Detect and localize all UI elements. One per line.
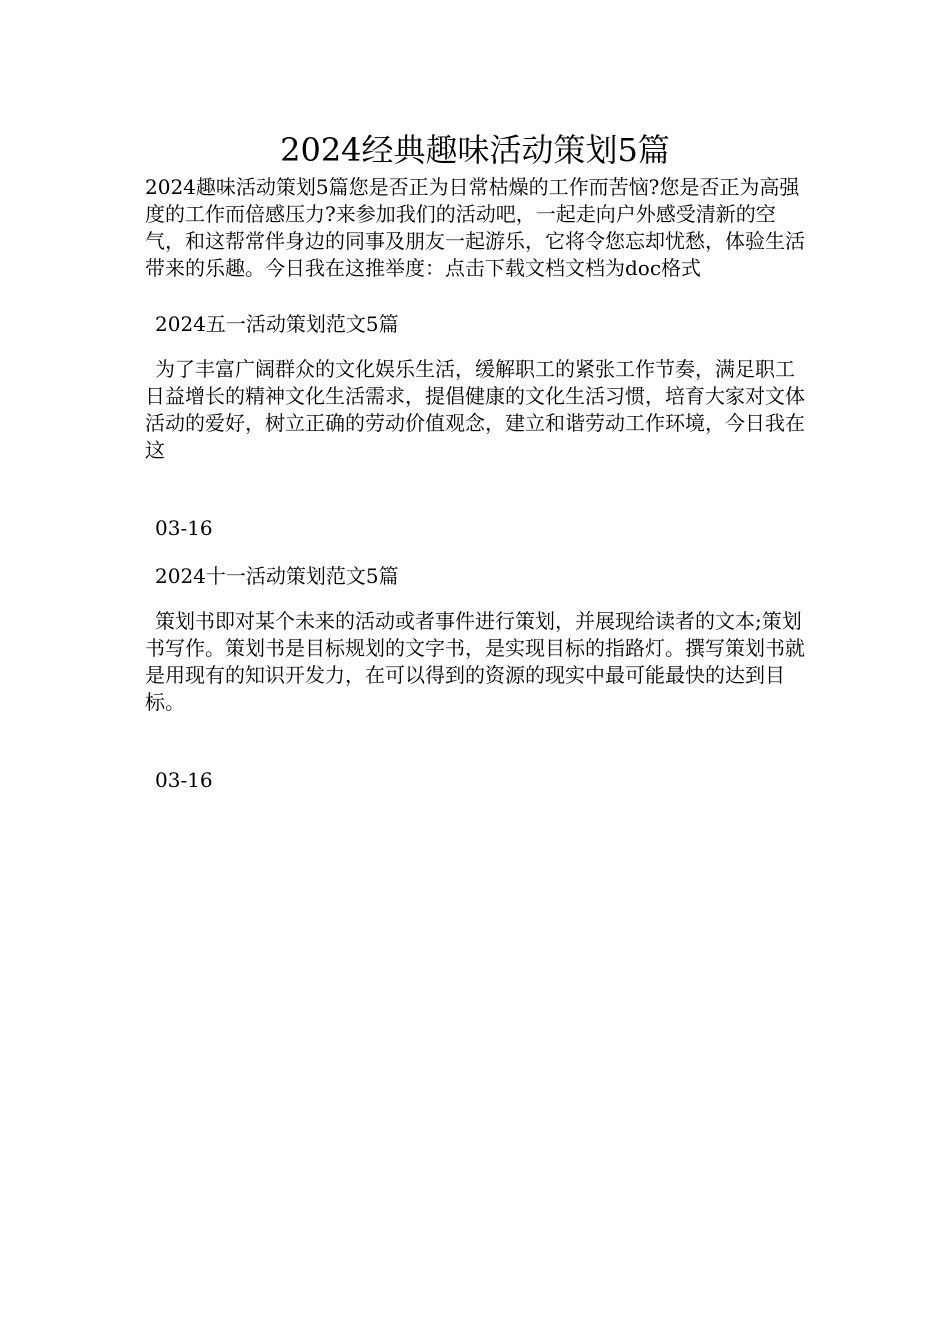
article-item[interactable] [145,308,810,544]
intro-paragraph: 2024趣味活动策划5篇您是否正为日常枯燥的工作而苦恼?您是否正为高强度的工作而倍感压力?来参加我们的活动吧，一起走向户外感受清新的空气，和这帮常伴身边的同事及朋友一起游乐，它将令您忘却忧愁，体验生活带来的乐趣。今日我在这推举度：点击下载文档文档为doc格式 [145,175,805,280]
article-date: 03-16 [155,516,213,540]
article-summary: 为了丰富广阔群众的文化娱乐生活，缓解职工的紧张工作节奏，满足职工日益增长的精神文化生活需求，提倡健康的文化生活习惯，培育大家对文体活动的爱好，树立正确的劳动价值观念，建立和谐劳动工作环境，今日我在这 [145,357,805,462]
article-summary: 策划书即对某个未来的活动或者事件进行策划，并展现给读者的文本;策划书写作。策划书是目标规划的文字书，是实现目标的指路灯。撰写策划书就是用现有的知识开发力，在可以得到的资源的现实中最可能最快的达到目标。 [145,609,805,714]
document-title: 2024经典趣味活动策划5篇 [280,131,670,169]
article-date: 03-16 [155,768,213,792]
article-heading[interactable]: 2024十一活动策划范文5篇 [155,564,399,588]
article-heading[interactable]: 2024五一活动策划范文5篇 [155,312,399,336]
article-item[interactable] [145,560,810,796]
document-body [145,174,810,796]
